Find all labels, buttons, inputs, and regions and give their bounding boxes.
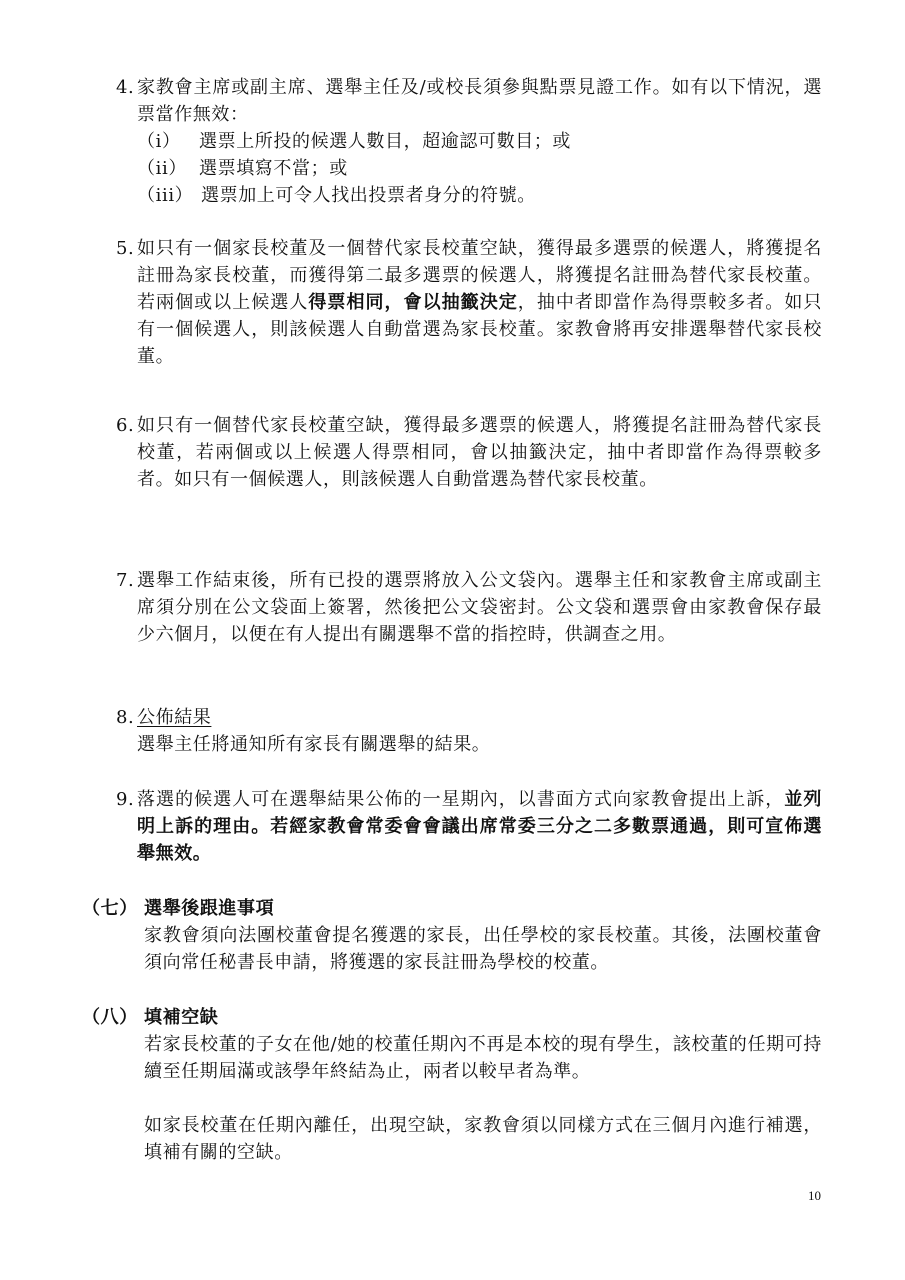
clause-number: 8. — [116, 707, 135, 728]
section-title: 選舉後跟進事項 — [144, 898, 275, 919]
clause-text-emphasis: 並列明上訴的理由。若經家教會常委會會議出席常委三分之二多數票通過，則可宣佈選舉無效。 — [137, 789, 822, 864]
sub-clause-ii — [137, 155, 822, 182]
sub-clause-label: （ii） — [137, 158, 187, 179]
clause-number: 9. — [116, 789, 135, 810]
section-vacancy — [82, 1004, 822, 1166]
clause-text: 選舉主任將通知所有家長有關選舉的結果。 — [137, 734, 491, 755]
clause-text: 如只有一個替代家長校董空缺，獲得最多選票的候選人，將獲提名註冊為替代家長校董，若兩個或以上候選人得票相同，會以抽籤決定，抽中者即當作為得票較多者。如只有一個候選人，則該候選人自動當選為替代家長校董。 — [137, 415, 822, 490]
section-follow-up — [82, 895, 822, 976]
page-number: 10 — [808, 1188, 821, 1203]
clause-6 — [116, 412, 822, 493]
section-heading — [82, 895, 822, 922]
clause-title: 公佈結果 — [137, 707, 212, 728]
section-title: 填補空缺 — [144, 1007, 219, 1028]
section-number: （八） — [82, 1007, 138, 1028]
clause-8 — [116, 704, 822, 758]
clause-text — [137, 235, 822, 370]
clause-number: 4. — [116, 77, 135, 98]
section-number: （七） — [82, 898, 138, 919]
section-heading — [82, 1004, 822, 1031]
clause-text-emphasis: 得票相同，會以抽籤決定 — [308, 292, 518, 313]
clause-9 — [116, 786, 822, 867]
sub-clause-text: 選票加上可令人找出投票者身分的符號。 — [201, 185, 536, 206]
sub-clause-iii — [137, 182, 822, 209]
clause-text-part: 落選的候選人可在選舉結果公佈的一星期內，以書面方式向家教會提出上訴， — [137, 789, 785, 810]
clause-number: 6. — [116, 415, 135, 436]
section-paragraph: 家教會須向法團校董會提名獲選的家長，出任學校的家長校董。其後，法團校董會須向常任秘書長申請，將獲選的家長註冊為學校的校董。 — [144, 925, 822, 973]
section-paragraph: 如家長校董在任期內離任，出現空缺，家教會須以同樣方式在三個月內進行補選，填補有關的空缺。 — [144, 1115, 822, 1163]
clause-5 — [116, 235, 822, 370]
clause-text: 家教會主席或副主席、選舉主任及/或校長須參與點票見證工作。如有以下情況，選票當作無效： — [137, 77, 822, 125]
sub-clause-label: （i） — [137, 131, 181, 152]
clause-text: 選舉工作結束後，所有已投的選票將放入公文袋內。選舉主任和家教會主席或副主席須分別在公文袋面上簽署，然後把公文袋密封。公文袋和選票會由家教會保存最少六個月，以便在有人提出有關選舉不當的指控時，供調查之用。 — [137, 570, 822, 645]
clause-7 — [116, 567, 822, 648]
clause-number: 5. — [116, 238, 135, 259]
sub-clause-i — [137, 128, 822, 155]
sub-clause-text: 選票上所投的候選人數目，超逾認可數目；或 — [199, 131, 571, 152]
clause-number: 7. — [116, 570, 135, 591]
section-paragraph: 若家長校董的子女在他/她的校董任期內不再是本校的現有學生，該校董的任期可持續至任期屆滿或該學年終結為止，兩者以較早者為準。 — [144, 1034, 822, 1082]
clause-text-part: ，抽中者即當作為得票較多者。如只有一個候選人，則該候選人自動當選為家長校董。家教會將再安排選舉替代家長校董。 — [137, 292, 822, 367]
clause-text-part: 如只有一個家長校董及一個替代家長校董空缺，獲得最多選票的候選人，將獲提名註冊為家長校董，而獲得第二最多選票的候選人，將獲提名註冊為替代家長校董。若兩個或以上候選人 — [137, 238, 822, 313]
clause-4 — [116, 74, 822, 209]
sub-clause-text: 選票填寫不當；或 — [199, 158, 348, 179]
clause-text — [137, 786, 822, 867]
sub-clause-label: （iii） — [137, 185, 194, 206]
